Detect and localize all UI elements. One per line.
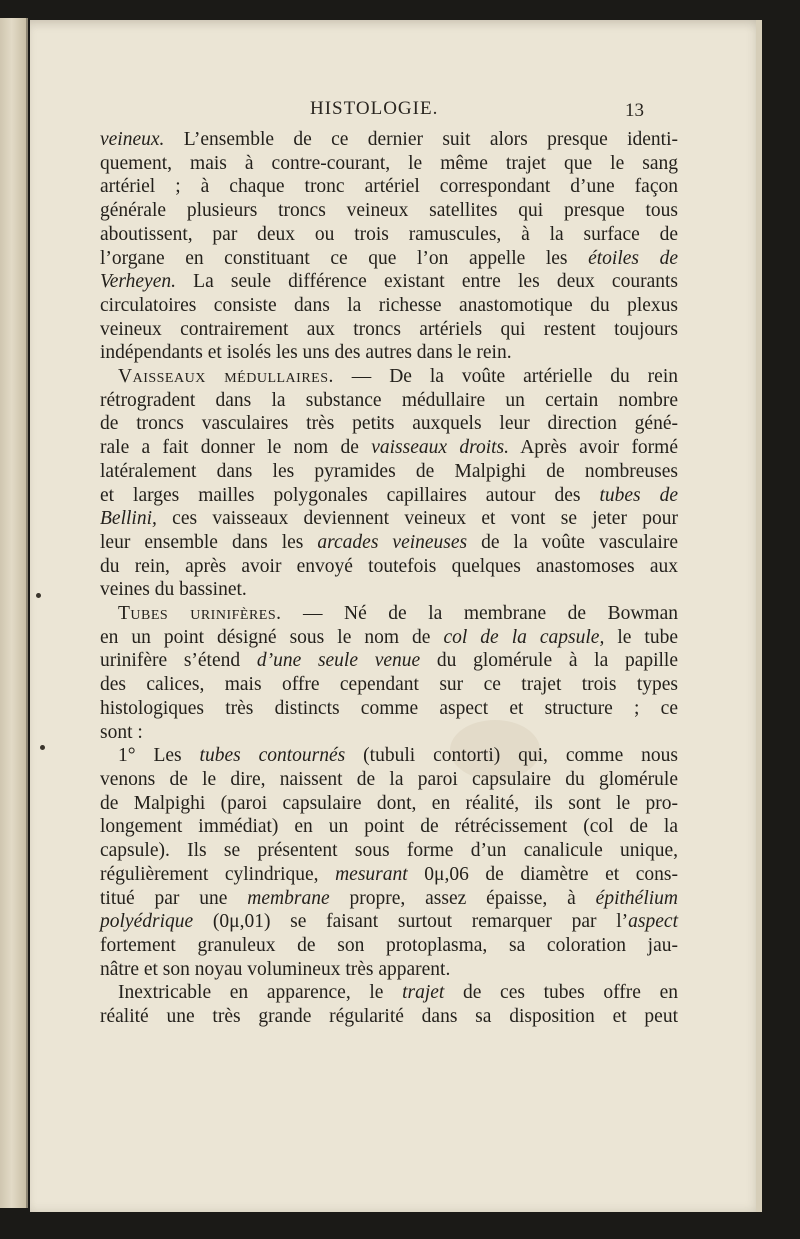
text-line — [100, 721, 678, 745]
text-run: Inextricable en apparence, le — [118, 982, 403, 1004]
text-run: L’ensemble de ce dernier suit alors presque identi- — [164, 129, 678, 150]
text-line — [100, 673, 678, 697]
text-run: propre, assez épaisse, à — [329, 887, 596, 909]
italic-run: arcades veineuses — [317, 531, 468, 553]
italic-run: veineux. — [100, 129, 165, 150]
italic-run: tubes contournés — [199, 745, 346, 767]
text-run: veines du bassinet. — [100, 579, 247, 601]
text-line — [100, 223, 678, 247]
text-run: de ces tubes offre en — [444, 982, 679, 1004]
italic-run: trajet — [402, 982, 445, 1004]
text-line — [100, 815, 678, 839]
text-line — [100, 531, 678, 555]
text-run: (0μ,01) se faisant surtout remarquer par l’ — [193, 911, 629, 933]
text-run: générale plusieurs troncs veineux satellites qui presque tous — [100, 200, 678, 222]
margin-mark — [40, 745, 45, 750]
text-run: venons de le dire, naissent de la paroi capsulaire du glomérule — [100, 768, 678, 790]
text-line — [100, 602, 678, 626]
italic-run: col de la capsule, — [443, 626, 605, 648]
italic-run: aspect — [628, 911, 678, 933]
text-line — [100, 152, 678, 176]
text-run: — Né de la membrane de Bowman — [281, 603, 678, 625]
text-line — [100, 839, 678, 863]
text-run: latéralement dans les pyramides de Malpighi de nombreuses — [100, 460, 678, 482]
small-caps-heading: Tubes urinifères. — [118, 603, 282, 625]
italic-run: membrane — [247, 887, 330, 909]
text-line — [100, 958, 678, 982]
small-caps-heading: Vaisseaux médullaires. — [118, 366, 334, 388]
page-number: 13 — [625, 100, 644, 121]
text-line — [100, 389, 678, 413]
text-run: histologiques très distincts comme aspect et structure ; ce — [100, 697, 678, 719]
text-run: La seule différence existant entre les deux courants — [175, 271, 678, 293]
text-run: 0μ,06 de diamètre et cons- — [407, 863, 678, 885]
text-line — [100, 744, 678, 768]
text-line — [100, 341, 678, 365]
italic-run: Bellini, — [100, 508, 157, 530]
text-run: rétrogradent dans la substance médullaire un certain nombre — [100, 389, 678, 411]
binding-gutter — [0, 18, 28, 1208]
margin-mark — [36, 593, 41, 598]
text-line — [100, 175, 678, 199]
text-run: 1° Les — [118, 745, 200, 767]
italic-run: Verheyen. — [100, 271, 176, 293]
text-line — [100, 365, 678, 389]
text-run: de la voûte vasculaire — [467, 531, 678, 553]
text-run: longement immédiat) en un point de rétrécissement (col de la — [100, 816, 678, 838]
text-line — [100, 247, 678, 271]
text-run: veineux contrairement aux troncs artériels qui restent toujours — [100, 318, 678, 340]
text-line — [100, 484, 678, 508]
text-run: des calices, mais offre cependant sur ce trajet trois types — [100, 674, 678, 696]
body-text — [100, 128, 678, 1029]
text-line — [100, 981, 678, 1005]
text-run: en un point désigné sous le nom de — [100, 626, 444, 648]
text-run: régulièrement cylindrique, — [100, 863, 336, 885]
text-run: Après avoir formé — [509, 437, 679, 459]
italic-run: d’une seule venue — [256, 650, 421, 672]
book-page — [30, 20, 762, 1212]
text-run: sont : — [100, 721, 143, 743]
text-line — [100, 555, 678, 579]
text-run: (tubuli contorti) qui, comme nous — [345, 745, 678, 767]
text-run: leur ensemble dans les — [100, 531, 318, 553]
text-run: nâtre et son noyau volumineux très apparent. — [100, 958, 451, 980]
text-line — [100, 128, 678, 152]
text-line — [100, 412, 678, 436]
text-line — [100, 649, 678, 673]
text-line — [100, 910, 678, 934]
text-run: circulatoires consiste dans la richesse anastomotique du plexus — [100, 294, 678, 316]
text-run: du rein, après avoir envoyé toutefois quelques anastomoses aux — [100, 555, 678, 577]
text-line — [100, 199, 678, 223]
text-line — [100, 626, 678, 650]
text-run: fortement granuleux de son protoplasma, sa coloration jau- — [100, 934, 678, 956]
text-line — [100, 578, 678, 602]
running-head: HISTOLOGIE. — [310, 98, 439, 119]
text-line — [100, 294, 678, 318]
text-line — [100, 792, 678, 816]
text-line — [100, 768, 678, 792]
text-run: et larges mailles polygonales capillaires autour des — [100, 484, 600, 506]
text-line — [100, 318, 678, 342]
text-run: le tube — [604, 626, 678, 648]
text-line — [100, 507, 678, 531]
text-line — [100, 1005, 678, 1029]
text-line — [100, 270, 678, 294]
italic-run: polyédrique — [100, 911, 194, 933]
page-edge — [756, 20, 762, 1212]
text-run: réalité une très grande régularité dans sa disposition et peut — [100, 1006, 678, 1028]
text-run: rale a fait donner le nom de — [100, 437, 372, 459]
text-line — [100, 436, 678, 460]
text-run: indépendants et isolés les uns des autres dans le rein. — [100, 342, 512, 364]
text-line — [100, 460, 678, 484]
text-run: de Malpighi (paroi capsulaire dont, en réalité, ils sont le pro- — [100, 792, 678, 814]
italic-run: tubes de — [599, 484, 678, 506]
text-run: capsule). Ils se présentent sous forme d’un canalicule unique, — [100, 840, 678, 862]
text-line — [100, 863, 678, 887]
text-run: l’organe en constituant ce que l’on appelle les — [100, 247, 589, 269]
text-run: du glomérule à la papille — [420, 650, 679, 672]
text-run: titué par une — [100, 887, 248, 909]
text-run: quement, mais à contre-courant, le même trajet que le sang — [100, 152, 678, 174]
text-run: artériel ; à chaque tronc artériel correspondant d’une façon — [100, 176, 678, 198]
italic-run: vaisseaux droits. — [371, 437, 509, 459]
text-run: ces vaisseaux deviennent veineux et vont se jeter pour — [156, 508, 678, 530]
text-line — [100, 697, 678, 721]
text-run: de troncs vasculaires très petits auxquels leur direction géné- — [100, 413, 678, 435]
text-line — [100, 934, 678, 958]
text-run: aboutissent, par deux ou trois ramuscules, à la surface de — [100, 223, 678, 245]
italic-run: épithélium — [595, 887, 678, 909]
text-line — [100, 887, 678, 911]
italic-run: étoiles de — [588, 247, 678, 269]
text-run: urinifère s’étend — [100, 650, 257, 672]
italic-run: mesurant — [335, 863, 408, 885]
text-run: — De la voûte artérielle du rein — [333, 366, 678, 388]
